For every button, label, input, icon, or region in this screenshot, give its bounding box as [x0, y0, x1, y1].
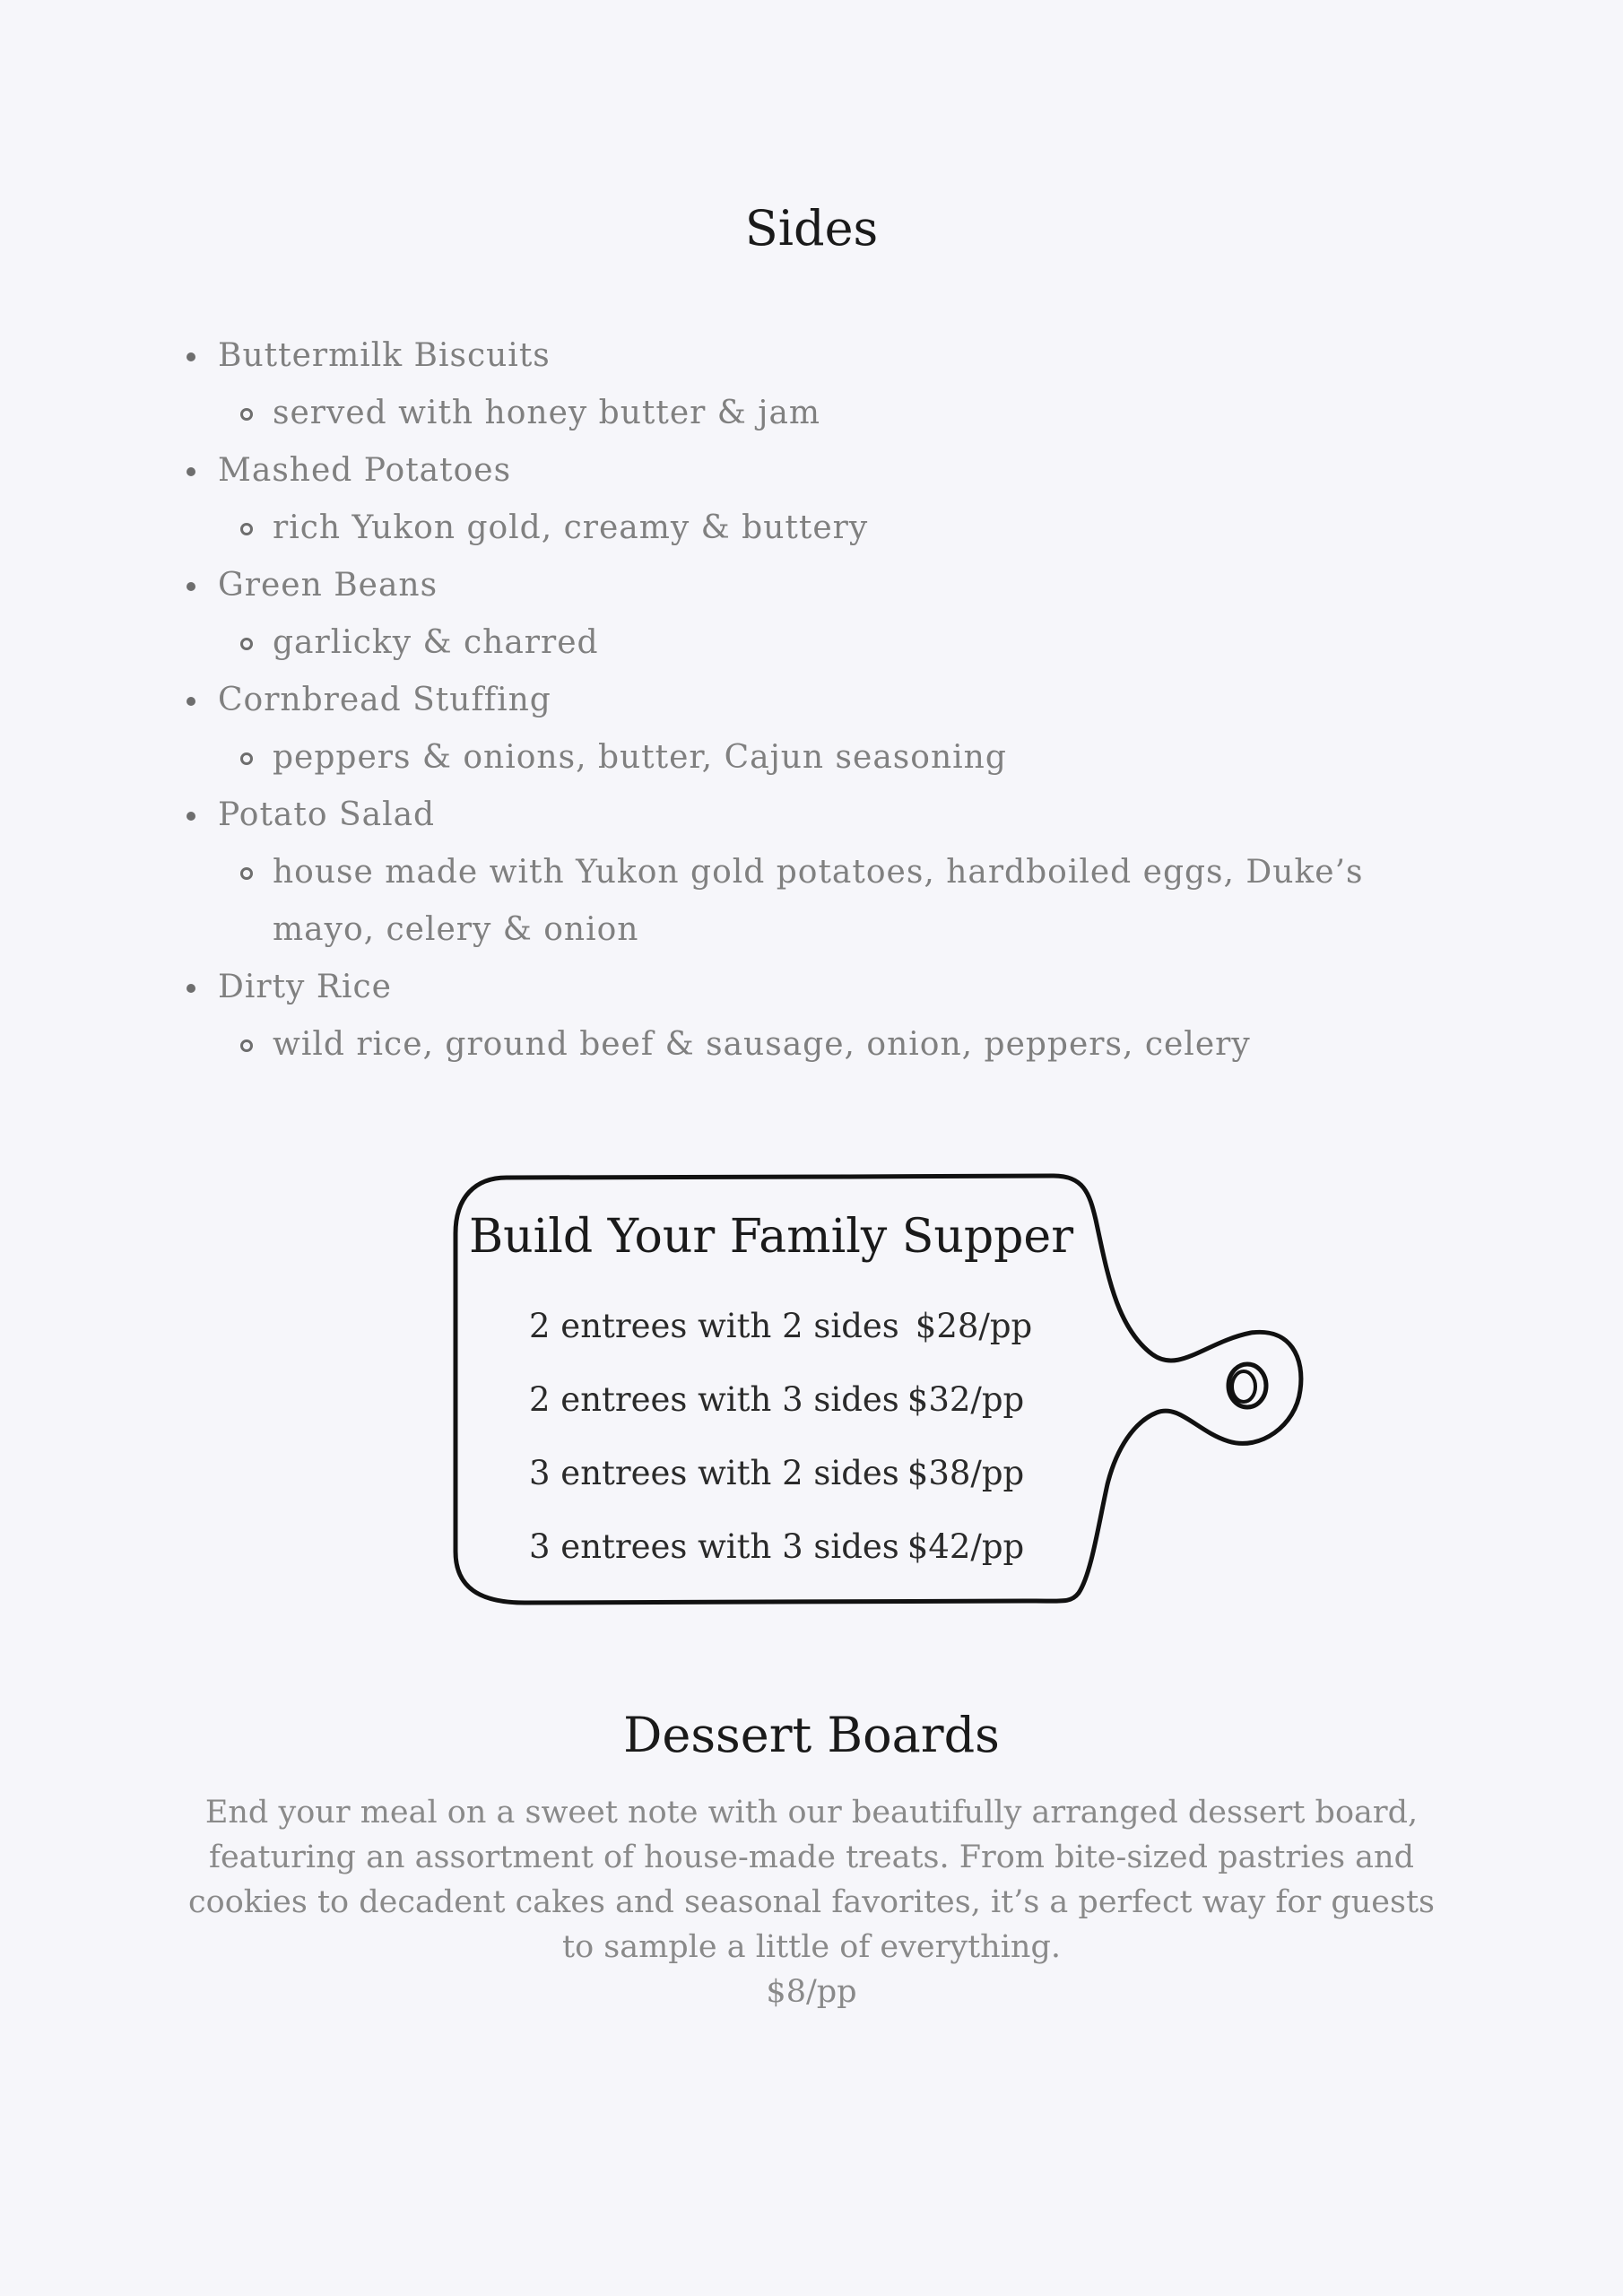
side-description: peppers & onions, butter, Cajun seasoning — [0, 729, 1393, 787]
side-name: Green Beans — [0, 557, 1393, 614]
dessert-price: $8/pp — [766, 1974, 857, 2010]
side-item — [0, 959, 1393, 1074]
family-supper-board — [444, 1166, 1314, 1614]
side-name: Buttermilk Biscuits — [0, 327, 1393, 385]
side-description: wild rice, ground beef & sausage, onion, peppers, celery — [0, 1016, 1393, 1074]
side-name: Mashed Potatoes — [0, 442, 1393, 500]
supper-option — [529, 1527, 1025, 1566]
supper-option-price: $32/pp — [907, 1380, 1025, 1419]
side-item — [0, 787, 1393, 959]
supper-option-price: $42/pp — [907, 1527, 1025, 1566]
supper-option-text: 2 entrees with 2 sides — [529, 1307, 899, 1345]
supper-option — [529, 1309, 1032, 1343]
supper-option-text: 3 entrees with 2 sides — [529, 1454, 899, 1492]
side-name: Potato Salad — [0, 787, 1393, 844]
side-description: rich Yukon gold, creamy & buttery — [0, 500, 1393, 557]
side-description: garlicky & charred — [0, 614, 1393, 672]
supper-option-price: $28/pp — [915, 1307, 1033, 1345]
supper-option-price: $38/pp — [907, 1454, 1025, 1492]
dessert-description: End your meal on a sweet note with our beautifully arranged dessert board, featuring an assortment of house-made treats. From bite-sized pastries and cookies to decadent cakes and seasonal favorites, it’s a perfect way for guests to sample a little of everything. — [188, 1795, 1435, 1965]
side-name: Dirty Rice — [0, 959, 1393, 1016]
supper-option-text: 2 entrees with 3 sides — [529, 1380, 899, 1419]
supper-option-text: 3 entrees with 3 sides — [529, 1527, 899, 1566]
side-item — [0, 672, 1393, 787]
sides-list — [0, 327, 1393, 1074]
side-item — [0, 442, 1393, 557]
family-supper-title: Build Your Family Supper — [468, 1210, 1074, 1264]
side-name: Cornbread Stuffing — [0, 672, 1393, 729]
side-description: house made with Yukon gold potatoes, hardboiled eggs, Duke’s mayo, celery & onion — [0, 844, 1393, 959]
sides-title: Sides — [744, 200, 879, 257]
side-item — [0, 557, 1393, 672]
supper-option — [529, 1454, 1025, 1492]
side-description: served with honey butter & jam — [0, 385, 1393, 442]
supper-option — [529, 1380, 1025, 1419]
dessert-title: Dessert Boards — [623, 1707, 1000, 1763]
side-item — [0, 327, 1393, 442]
